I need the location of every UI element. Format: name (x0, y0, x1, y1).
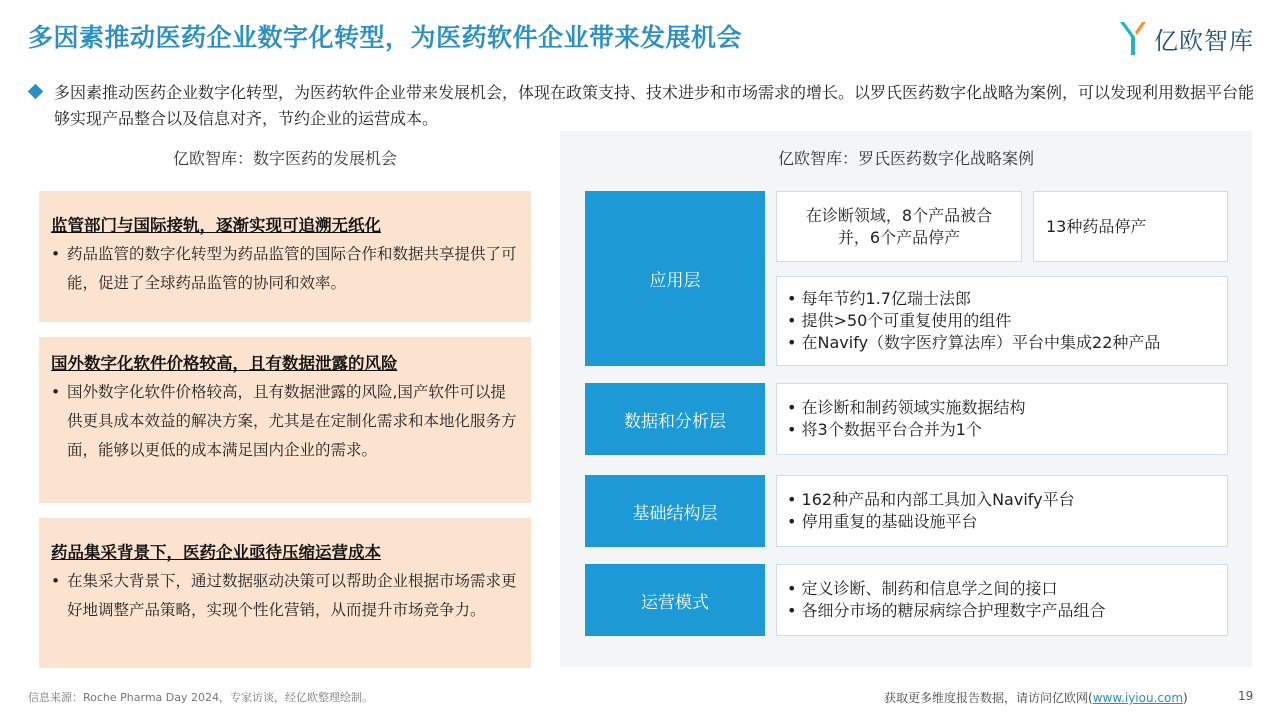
application-box-discontinued (1033, 191, 1228, 262)
footer-cta: 获取更多维度报告数据，请访问亿欧网(www.iyiou.com) (884, 691, 1188, 705)
page-title: 多因素推动医药企业数字化转型，为医药软件企业带来发展机会 (28, 23, 743, 52)
logo-text: 亿欧智库 (1154, 26, 1254, 55)
list-item: • 定义诊断、制药和信息学之间的接口 (787, 579, 1058, 598)
layer-label-operations: 运营模式 (585, 564, 765, 636)
data-box-list (776, 383, 1228, 455)
right-section-heading: 亿欧智库：罗氏医药数字化战略案例 (777, 149, 1034, 168)
diamond-bullet-icon (28, 84, 44, 100)
card-body-text: 在集采大背景下，通过数据驱动决策可以帮助企业根据市场需求更好地调整产品策略，实现个性化营销，从而提升市场竞争力。 (67, 572, 517, 619)
opportunity-card (39, 191, 531, 322)
card-title: 国外数字化软件价格较高，且有数据泄露的风险 (51, 354, 398, 373)
bullet-icon: • (51, 245, 61, 263)
box-text: 13种药品停产 (1046, 216, 1147, 236)
layer-label-application: 应用层 (585, 191, 765, 366)
intro-text: 多因素推动医药企业数字化转型，为医药软件企业带来发展机会，体现在政策支持、技术进步和市场需求的增长。以罗氏医药数字化战略为案例，可以发现利用数据平台能够实现产品整合以及信息对齐，节约企业的运营成本。 (54, 83, 1255, 128)
operations-box-list (776, 564, 1228, 636)
left-section-heading: 亿欧智库：数字医药的发展机会 (172, 149, 397, 168)
list-item: • 将3个数据平台合并为1个 (787, 420, 982, 439)
footer-cta-text: 获取更多维度报告数据，请访问亿欧网 (884, 691, 1089, 705)
card-body-text: 药品监管的数字化转型为药品监管的国际合作和数据共享提供了可能，促进了全球药品监管的协同和效率。 (67, 245, 517, 292)
list-item: • 在Navify（数字医疗算法库）平台中集成22种产品 (787, 333, 1161, 352)
application-box-merge (776, 191, 1022, 262)
layer-label-data: 数据和分析层 (585, 383, 765, 455)
intro-paragraph (30, 80, 1260, 132)
list-item: • 每年节约1.7亿瑞士法郎 (787, 289, 971, 308)
card-title: 药品集采背景下，医药企业亟待压缩运营成本 (51, 543, 381, 562)
card-body-text: 国外数字化软件价格较高，且有数据泄露的风险,国产软件可以提供更具成本效益的解决方案，尤其是在定制化需求和本地化服务方面，能够以更低的成本满足国内企业的需求。 (67, 383, 517, 459)
list-item: • 提供>50个可重复使用的组件 (787, 311, 1012, 330)
list-item: • 停用重复的基础设施平台 (787, 512, 978, 531)
logo-mark-icon (1118, 19, 1148, 57)
box-text: 在诊断领域，8个产品被合并，6个产品停产 (805, 205, 993, 247)
website-link[interactable]: www.iyiou.com (1092, 691, 1184, 705)
opportunity-card (39, 337, 531, 503)
list-item: • 在诊断和制药领域实施数据结构 (787, 398, 1026, 417)
logo (1118, 18, 1254, 58)
bullet-icon: • (51, 383, 61, 401)
bullet-icon: • (51, 572, 61, 590)
application-box-list (776, 276, 1228, 366)
card-body (51, 378, 519, 465)
card-body (51, 240, 519, 298)
list-item: • 各细分市场的糖尿病综合护理数字产品组合 (787, 601, 1106, 620)
card-body (51, 567, 519, 625)
infrastructure-box-list (776, 475, 1228, 547)
source-note: 信息来源：Roche Pharma Day 2024，专家访谈，经亿欧整理绘制。 (28, 691, 373, 704)
opportunity-card (39, 518, 531, 668)
card-title: 监管部门与国际接轨，逐渐实现可追溯无纸化 (51, 216, 381, 235)
list-item: • 162种产品和内部工具加入Navify平台 (787, 490, 1075, 509)
layer-label-infrastructure: 基础结构层 (585, 475, 765, 547)
page-number: 19 (1238, 689, 1254, 703)
